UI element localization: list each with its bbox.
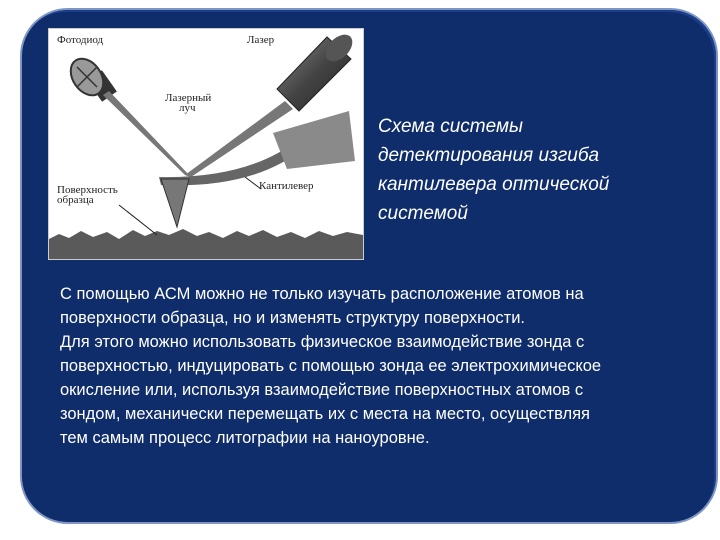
caption-line: системой (378, 203, 468, 224)
body-line: окисление или, используя взаимодействие поверхностных атомов с (60, 381, 584, 399)
caption-line: кантилевера оптической (378, 174, 610, 195)
sample-surface (49, 229, 363, 259)
body-paragraph (60, 282, 680, 450)
body-line: С помощью АСМ можно не только изучать расположение атомов на (60, 285, 584, 303)
body-line: Для этого можно использовать физическое взаимодействие зонда с (60, 333, 585, 351)
laser-beam-label-line2: луч (179, 102, 196, 114)
laser-label: Лазер (247, 34, 275, 46)
body-line: поверхности образца, но и изменять структуру поверхности. (60, 309, 526, 327)
sample-surface-label-line2: образца (57, 194, 94, 206)
laser-icon (277, 30, 357, 111)
photodiode-label: Фотодиод (57, 34, 104, 46)
afm-detection-diagram (48, 28, 364, 260)
sample-surface-label-line1: Поверхность (57, 184, 118, 196)
cantilever-label: Кантилевер (259, 180, 314, 192)
body-line: поверхностью, индуцировать с помощью зонда ее электрохимическое (60, 357, 602, 375)
diagram-drawing (49, 29, 363, 259)
body-line: тем самым процесс литографии на наноуровне. (60, 429, 430, 447)
surface-leader-line (119, 205, 157, 235)
cantilever-chip (273, 111, 355, 169)
caption-line: детектирования изгиба (378, 145, 600, 166)
caption-line: Схема системы (378, 116, 523, 137)
figure-caption (378, 112, 678, 228)
laser-beam-label-line1: Лазерный (165, 92, 212, 104)
body-line: зондом, механически перемещать их с места на место, осуществляя (60, 405, 590, 423)
